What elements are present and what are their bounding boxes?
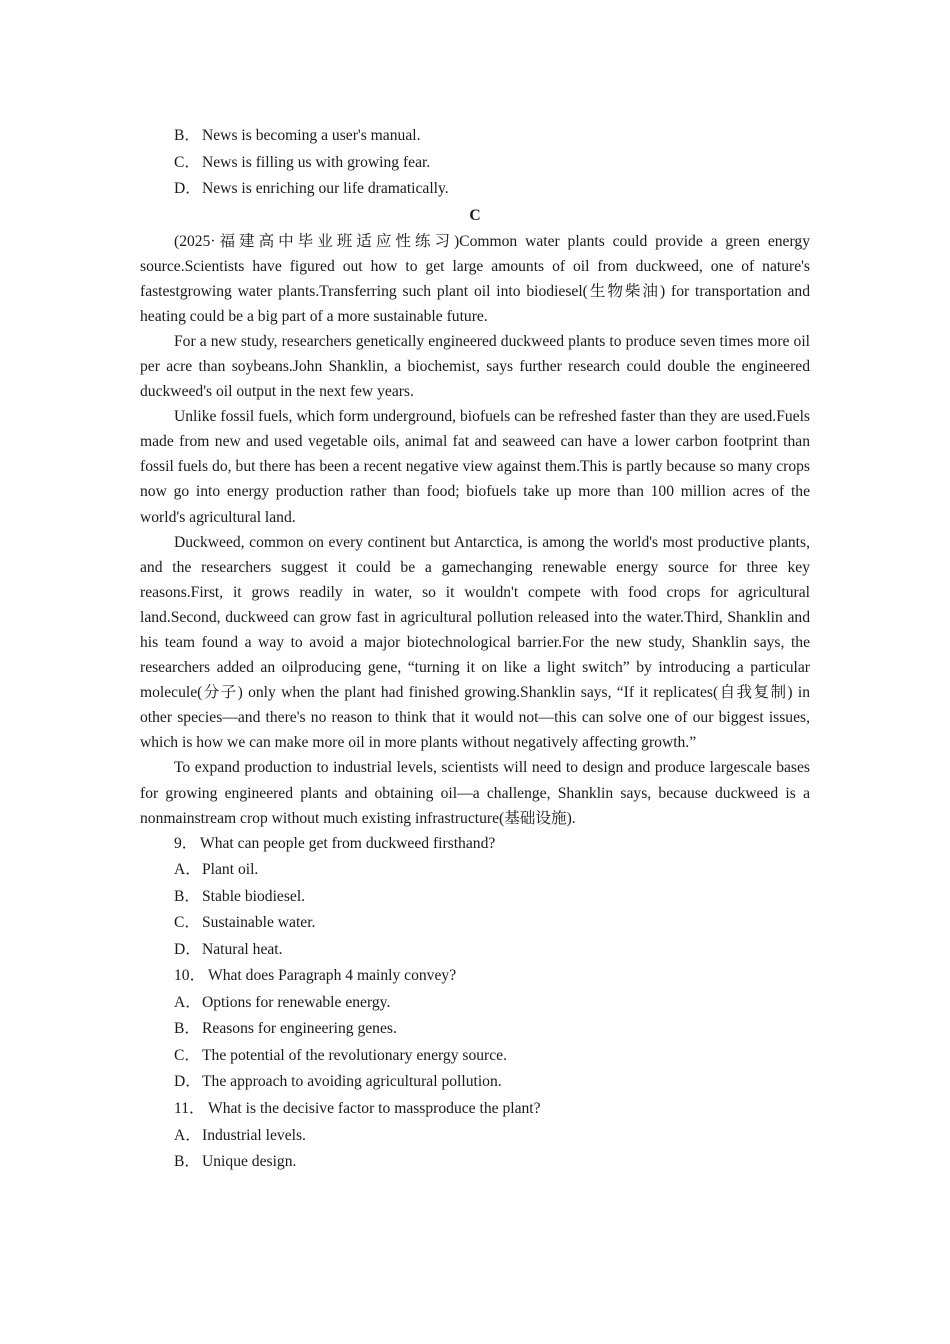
paragraph-4: Duckweed, common on every continent but Antarctica, is among the world's most productive plants, and the researchers suggest it could be a gamechanging renewable energy source for three key reasons.First, it grows readily in water, so it wouldn't compete with food crops for agricultural land.Second, duckweed can grow fast in agricultural pollution released into the water.Third, Shanklin and his team found a way to avoid a major biotechnological barrier.For the new study, Shanklin says, the researchers added an oilproducing gene, “turning it on like a light switch” by introducing a particular molecule(分子) only when the plant had finished growing.Shanklin says, “If it replicates(自我复制) in other species—and there's no reason to think that it would not—this can solve one of our biggest issues, which is how we can make more oil in more plants without negatively affecting growth.” xyxy=(140,533,810,752)
question-stem: 10． What does Paragraph 4 mainly convey? xyxy=(174,967,457,985)
question-11 xyxy=(140,1096,810,1176)
paragraph-1: (2025·福建高中毕业班适应性练习)Common water plants could provide a green energy source.Scientists have figured out how to get large amounts of oil from duckweed, one of nature's fastestgrowing water plants.Transferring such plant oil into biodiesel(生物柴油) for transportation and heating could be a big part of a more sustainable future. xyxy=(140,232,810,325)
option-d: D．Natural heat. xyxy=(174,940,283,958)
option-c: C． Sustainable water. xyxy=(174,914,316,932)
previous-question-options xyxy=(140,123,810,203)
question-stem: 11． What is the decisive factor to massproduce the plant? xyxy=(174,1099,541,1117)
option-a: A．Options for renewable energy. xyxy=(174,993,391,1011)
paragraph-2: For a new study, researchers genetically engineered duckweed plants to produce seven times more oil per acre than soybeans.John Shanklin, a biochemist, says further research could double the engineered duckweed's oil output in the next few years. xyxy=(140,332,810,401)
question-10 xyxy=(140,963,810,1096)
paragraph-3: Unlike fossil fuels, which form underground, biofuels can be refreshed faster than they are used.Fuels made from new and used vegetable oils, animal fat and seaweed can have a lower carbon footprint than fossil fuels do, but there has been a recent negative view against them.This is partly because so many crops now go into energy production rather than food; biofuels take up more than 100 million acres of the world's agricultural land. xyxy=(140,408,810,526)
option-a: A．Industrial levels. xyxy=(174,1126,306,1144)
option-d: D．The approach to avoiding agricultural pollution. xyxy=(174,1073,502,1091)
option-d: D．News is enriching our life dramatically. xyxy=(174,180,449,197)
question-stem: 9． What can people get from duckweed firsthand? xyxy=(174,834,496,852)
paragraph-5: To expand production to industrial levels, scientists will need to design and produce largescale bases for growing engineered plants and obtaining oil—a challenge, Shanklin says, because duckweed is a nonmainstream crop without much existing infrastructure(基础设施). xyxy=(140,759,810,827)
option-c: C． The potential of the revolutionary energy source. xyxy=(174,1046,507,1064)
option-b: B． News is becoming a user's manual. xyxy=(174,127,421,144)
passage xyxy=(140,229,810,831)
option-b: B． Reasons for engineering genes. xyxy=(174,1020,397,1038)
document-page xyxy=(140,123,810,1176)
question-9 xyxy=(140,831,810,964)
option-c: C． News is filling us with growing fear. xyxy=(174,153,431,171)
section-heading: C xyxy=(469,206,481,224)
option-b: B． Stable biodiesel. xyxy=(174,887,306,905)
option-b: B． Unique design. xyxy=(174,1153,297,1171)
option-a: A．Plant oil. xyxy=(174,861,259,879)
